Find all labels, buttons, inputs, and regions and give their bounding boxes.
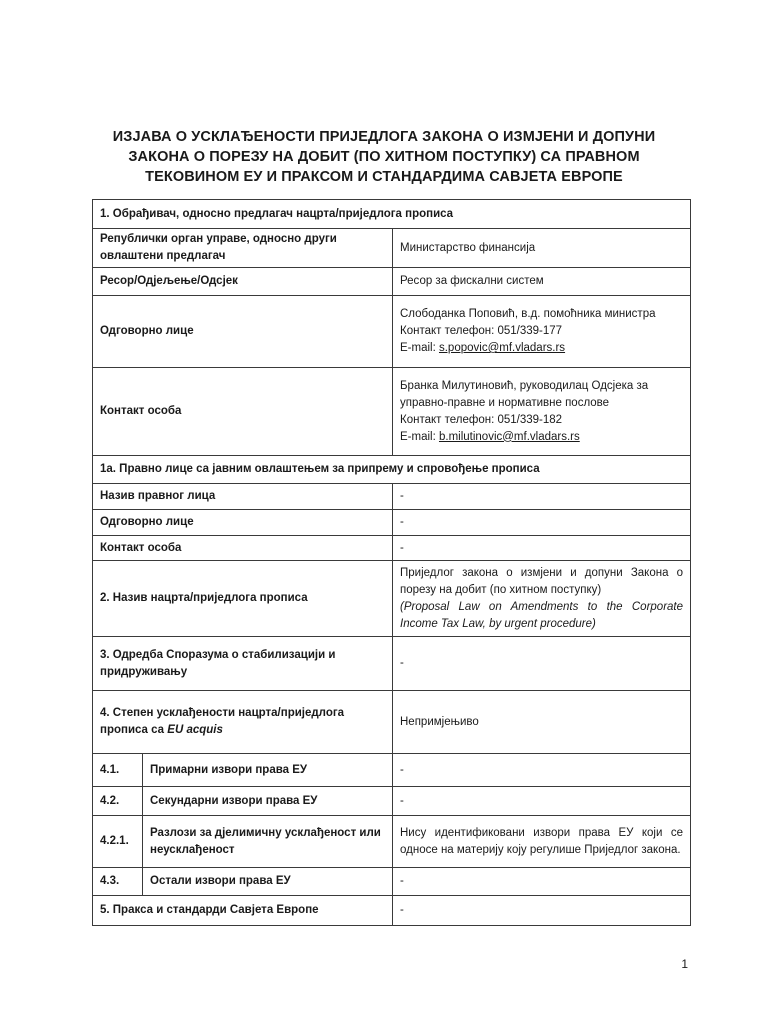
- title-line-3: ТЕКОВИНОМ ЕУ И ПРАКСОМ И СТАНДАРДИМА САВЈЕТА ЕВРОПЕ: [145, 169, 623, 185]
- table-row: [93, 787, 691, 816]
- section-4-label: [93, 691, 393, 754]
- row-4-2-1-number: 4.2.1.: [93, 816, 143, 868]
- title-line-2: ЗАКОНА О ПОРЕЗУ НА ДОБИТ (ПО ХИТНОМ ПОСТУПКУ) СА ПРАВНОМ: [128, 149, 640, 165]
- section-5-label: 5. Пракса и стандарди Савјета Европе: [93, 896, 393, 926]
- row-4-2-label: Секундарни извори права ЕУ: [143, 787, 393, 816]
- row-4-3-label: Остали извори права ЕУ: [143, 868, 393, 896]
- section-1-heading: 1. Обрађивач, односно предлагач нацрта/приједлога прописа: [93, 200, 691, 229]
- row-4-1-label: Примарни извори права ЕУ: [143, 754, 393, 787]
- contact-email-prefix: E-mail:: [400, 430, 436, 443]
- table-row: [93, 368, 691, 456]
- compliance-table: [92, 199, 691, 926]
- resp-phone: Контакт телефон: 051/339-177: [400, 325, 563, 337]
- section-4-label-text: 4. Степен усклађености нацрта/приједлога прописа са: [100, 707, 345, 736]
- resp-label: Одговорно лице: [93, 296, 393, 368]
- section-2-title-en: (Proposal Law on Amendments to the Corporate Income Tax Law, by urgent procedure): [400, 600, 684, 630]
- table-row: [93, 536, 691, 561]
- entity-contact-label: Контакт особа: [93, 536, 393, 561]
- entity-contact-value: -: [393, 536, 691, 561]
- table-row: [93, 691, 691, 754]
- section-1-heading-row: [93, 200, 691, 229]
- org-label: Републички орган управе, односно други овлаштени предлагач: [93, 229, 393, 268]
- section-3-value: -: [393, 637, 691, 691]
- entity-resp-value: -: [393, 510, 691, 536]
- contact-email-link[interactable]: b.milutinovic@mf.vladars.rs: [438, 430, 580, 443]
- contact-label: Контакт особа: [93, 368, 393, 456]
- section-2-value: [393, 561, 691, 637]
- section-1a-heading-row: [93, 456, 691, 484]
- title-line-1: ИЗЈАВА О УСКЛАЂЕНОСТИ ПРИЈЕДЛОГА ЗАКОНА О ИЗМЈЕНИ И ДОПУНИ: [112, 129, 656, 145]
- dept-label: Ресор/Одјељење/Одсјек: [93, 268, 393, 296]
- section-4-label-italic: EU acquis: [167, 724, 223, 736]
- table-row: [93, 754, 691, 787]
- resp-email-prefix: E-mail:: [400, 342, 436, 354]
- page-number: 1: [681, 957, 688, 971]
- contact-phone: Контакт телефон: 051/339-182: [400, 413, 563, 426]
- row-4-3-number: 4.3.: [93, 868, 143, 896]
- table-row: [93, 229, 691, 268]
- entity-label: Назив правног лица: [93, 484, 393, 510]
- section-3-label: 3. Одредба Споразума о стабилизацији и придруживању: [93, 637, 393, 691]
- table-row: [93, 637, 691, 691]
- table-row: [93, 268, 691, 296]
- row-4-1-number: 4.1.: [93, 754, 143, 787]
- table-row: [93, 816, 691, 868]
- contact-name: Бранка Милутиновић, руководилац Одсјека за управно-правне и нормативне послове: [400, 379, 649, 409]
- table-row: [93, 561, 691, 637]
- contact-value: [393, 368, 691, 456]
- dept-value: Ресор за фискални систем: [393, 268, 691, 296]
- entity-resp-label: Одговорно лице: [93, 510, 393, 536]
- resp-email-link[interactable]: s.popovic@mf.vladars.rs: [438, 342, 566, 354]
- resp-value: [393, 296, 691, 368]
- row-4-2-value: -: [393, 787, 691, 816]
- table-row: [93, 896, 691, 926]
- table-row: [93, 484, 691, 510]
- resp-email-line: [400, 340, 683, 357]
- org-value: Министарство финансија: [393, 229, 691, 268]
- row-4-2-number: 4.2.: [93, 787, 143, 816]
- row-4-2-1-value: Нису идентификовани извори права ЕУ који се односе на материју коју регулише Приједлог закона.: [393, 816, 691, 868]
- table-row: [93, 868, 691, 896]
- section-1a-heading: 1а. Правно лице са јавним овлаштењем за припрему и спровођење прописа: [93, 456, 691, 484]
- section-4-value: Непримјењиво: [393, 691, 691, 754]
- section-2-title-sr: Приједлог закона о измјени и допуни Закона о порезу на добит (по хитном поступку): [400, 566, 684, 596]
- section-5-value: -: [393, 896, 691, 926]
- entity-value: -: [393, 484, 691, 510]
- resp-name: Слободанка Поповић, в.д. помоћника министра: [400, 308, 656, 320]
- contact-email-line: [400, 429, 683, 446]
- row-4-1-value: -: [393, 754, 691, 787]
- document-title: [90, 127, 678, 187]
- table-row: [93, 296, 691, 368]
- section-2-label: 2. Назив нацрта/приједлога прописа: [93, 561, 393, 637]
- row-4-2-1-label: Разлози за дјелимичну усклађеност или неусклађеност: [143, 816, 393, 868]
- table-row: [93, 510, 691, 536]
- row-4-3-value: -: [393, 868, 691, 896]
